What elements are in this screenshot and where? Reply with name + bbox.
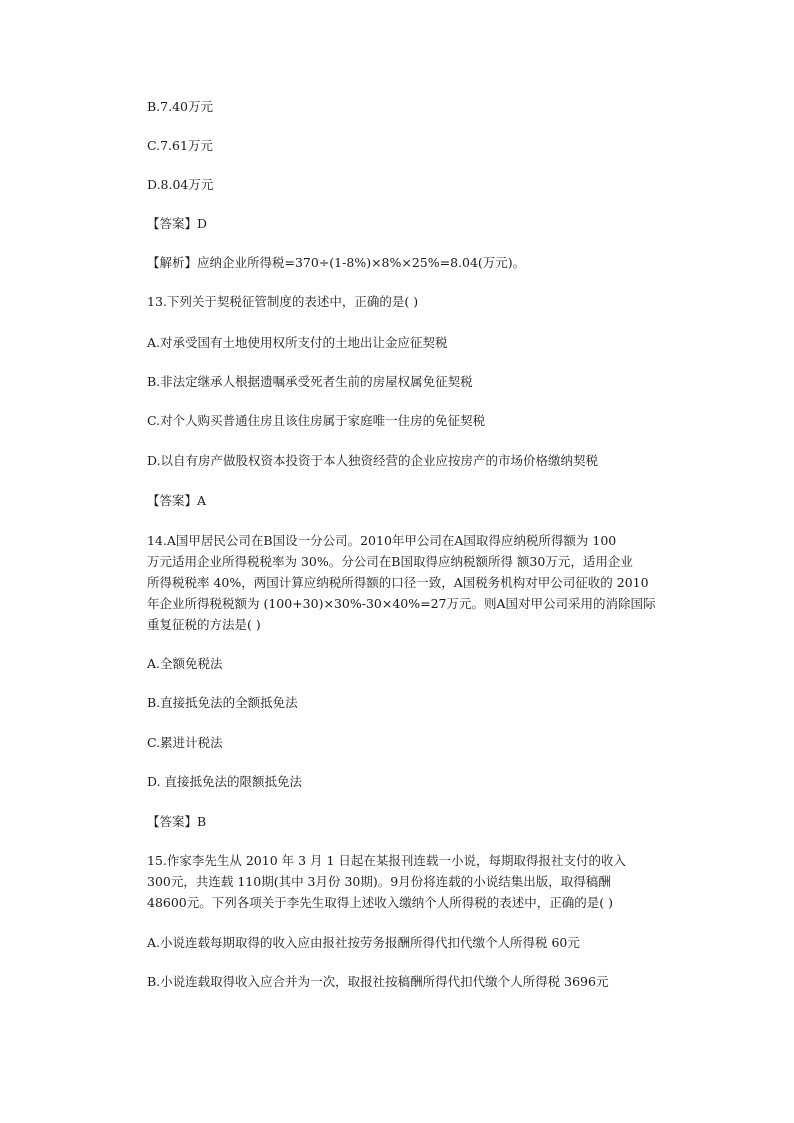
q13-question: 13.下列关于契税征管制度的表述中，正确的是( ) bbox=[147, 294, 419, 309]
q13-option-a: A.对承受国有土地使用权所支付的土地出让金应征契税 bbox=[147, 335, 448, 350]
q14-question-line-1: 14.A国甲居民公司在B国设一分公司。2010年甲公司在A国取得应纳税所得额为 100 bbox=[147, 533, 617, 548]
q13-answer: 【答案】A bbox=[147, 493, 207, 508]
q13-option-c: C.对个人购买普通住房且该住房属于家庭唯一住房的免征契税 bbox=[147, 413, 486, 428]
q14-question-line-5: 重复征税的方法是( ) bbox=[147, 617, 261, 632]
q12-option-c: C.7.61万元 bbox=[147, 138, 213, 153]
q15-question-line-3: 48600元。下列各项关于李先生取得上述收入缴纳个人所得税的表述中，正确的是( ) bbox=[147, 895, 613, 910]
q14-option-b: B.直接抵免法的全额抵免法 bbox=[147, 695, 298, 710]
q13-option-b: B.非法定继承人根据遗嘱承受死者生前的房屋权属免征契税 bbox=[147, 374, 473, 389]
q12-option-b: B.7.40万元 bbox=[147, 99, 213, 114]
q12-option-d: D.8.04万元 bbox=[147, 177, 214, 192]
q12-analysis: 【解析】应纳企业所得税=370÷(1-8%)×8%×25%=8.04(万元)。 bbox=[147, 255, 526, 270]
q14-question-line-2: 万元适用企业所得税税率为 30%。分公司在B国取得应纳税额所得 额30万元，适用企业 bbox=[147, 554, 633, 569]
q14-question-line-4: 年企业所得税税额为 (100+30)×30%-30×40%=27万元。则A国对甲公司采用的消除国际 bbox=[147, 596, 656, 611]
q14-question-line-3: 所得税税率 40%，两国计算应纳税所得额的口径一致，A国税务机构对甲公司征收的 2010 bbox=[147, 575, 649, 590]
q15-option-a: A.小说连载每期取得的收入应由报社按劳务报酬所得代扣代缴个人所得税 60元 bbox=[147, 935, 580, 950]
q12-answer: 【答案】D bbox=[147, 216, 208, 231]
q14-option-c: C.累进计税法 bbox=[147, 735, 223, 750]
q15-question-line-2: 300元，共连载 110期(其中 3月份 30期)。9月份将连载的小说结集出版，取得稿酬 bbox=[147, 874, 611, 889]
q15-question-line-1: 15.作家李先生从 2010 年 3 月 1 日起在某报刊连载一小说，每期取得报社支付的收入 bbox=[147, 853, 626, 868]
q13-option-d: D.以自有房产做股权资本投资于本人独资经营的企业应按房产的市场价格缴纳契税 bbox=[147, 453, 599, 468]
q15-option-b: B.小说连载取得收入应合并为一次，取报社按稿酬所得代扣代缴个人所得税 3696元 bbox=[147, 974, 609, 989]
q14-option-d: D. 直接抵免法的限额抵免法 bbox=[147, 774, 303, 789]
q14-answer: 【答案】B bbox=[147, 814, 207, 829]
q14-option-a: A.全额免税法 bbox=[147, 656, 223, 671]
